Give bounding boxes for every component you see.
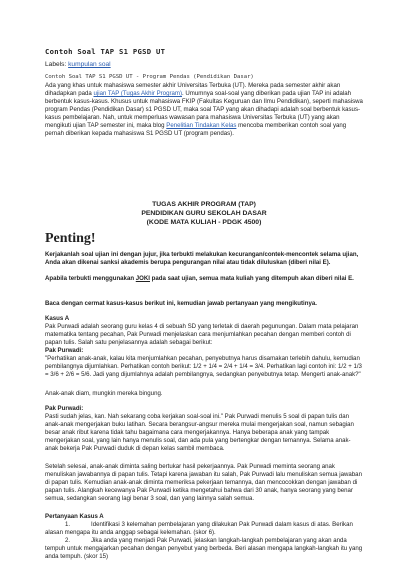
instruction: Baca dengan cermat kasus-kasus berikut ini, kemudian jawab pertanyaan yang mengikutinya. (45, 300, 317, 307)
question-text: Identifikasi 3 kelemahan pembelajaran yang dilakukan Pak Purwadi dalam kasus di atas. Berikan alasan mengapa itu anda anggap sebagai kelemahan. (skor 6). (45, 521, 353, 536)
post-title: Contoh Soal TAP S1 PGSD UT (45, 47, 166, 56)
questions-list (45, 521, 363, 561)
link-penelitian-tindakan-kelas[interactable]: Penelitian Tindakan Kelas (166, 122, 237, 129)
exam-heading-line-3: (KODE MATA KULIAH - PDGK 4500) (146, 219, 262, 226)
pak-purwadi-label-1: Pak Purwadi: (45, 347, 84, 354)
warning-joki (45, 275, 363, 283)
pertanyaan-title: Pertanyaan Kasus A (45, 513, 104, 520)
labels-prefix: Labels: (45, 61, 67, 68)
intro-text-2: . Umumnya soal-soal yang diberikan pada ujian TAP ini adalah berbentuk kasus-kasus. Khusus untuk mahasiswa FKIP (Fakultas Keguruan dan Ilmu Pendidikan), seperti mahasiswa program Pendas (Pendidikan Dasar) s1 PGSD UT, maka soal TAP yang akan dihadapi adalah soal berbentuk kasus-kasus pembelajaran. Nah, untuk memperluas wawasan para mahasiswa Universitas Terbuka (UT) yang akan mengikuti ujian TAP semester ini, maka blog (45, 90, 363, 129)
kasus-a-paragraph-3: Pasti sudah jelas, kan. Nah sekarang coba kerjakan soal-soal ini." Pak Purwadi menulis 5 soal di papan tulis dan anak-anak mengerjakan buku latihan. Secara berangsur-angsur mereka mulai mengerjakan soal, namun sebagian besar anak ribut karena tidak tahu bagaimana cara mengerjakannya. Hanya beberapa anak yang tampak mengerjakan soal, yang lain hanya menulis soal, dan ada pula yang bertengkar dengan temannya. Selama anak-anak bekerja Pak Purwadi duduk di depan kelas sambil membaca. (45, 413, 354, 452)
kasus-a-paragraph-1: Pak Purwadi adalah seorang guru kelas 4 di sebuah SD yang terletak di daerah pegunungan. Dalam mata pelajaran matematika tentang pecahan, Pak Purwadi menjelaskan cara menjumlahkan pecahan dengan memberi contoh di papan tulis. Salah satu penjelasannya adalah sebagai berikut: (45, 323, 359, 346)
exam-heading-line-1: TUGAS AKHIR PROGRAM (TAP) (152, 201, 256, 208)
exam-heading-line-2: PENDIDIKAN GURU SEKOLAH DASAR (141, 210, 267, 217)
intro-text-3: mencoba memberikan contoh soal yang pernah diberikan kepada mahasiswa S1 PGSD UT (program pendas). (45, 122, 347, 137)
kasus-a-paragraph-4: Setelah selesai, anak-anak diminta saling bertukar hasil pekerjaannya. Pak Purwadi meminta seorang anak menuliskan jawabannya di papan tulis. Tetapi karena jawaban itu salah, Pak Purwadi lalu menuliskan semua jawaban di papan tulis. Kemudian anak-anak diminta memeriksa pekerjaan temannya, dan mencocokkan dengan jawaban di papan tulis. Alangkah kecewanya Pak Purwadi ketika mengetahui bahwa dari 30 anak, hanya seorang yang benar semua, sedangkan seorang lagi benar 3 soal, dan yang lainnya salah semua. (45, 463, 362, 502)
warning-joki-text-1: Apabila terbukti menggunakan (45, 275, 136, 282)
question-item (45, 537, 363, 561)
kasus-a-title: Kasus A (45, 315, 70, 322)
link-ujian-tap[interactable]: ujian TAP (Tugas Akhir Program) (93, 90, 182, 97)
kasus-a-paragraph-2: Anak-anak diam, mungkin mereka bingung. (45, 390, 163, 397)
post-subtitle: Contoh Soal TAP S1 PGSD UT - Program Pendas (Pendidikan Dasar) (45, 74, 254, 80)
intro-text-1: Ada yang khas untuk mahasiswa semester akhir Universitas Terbuka (UT). Mereka pada semester akhir akan dihadapkan pada (45, 82, 341, 97)
warning-joki-text-2: pada saat ujian, semua mata kuliah yang ditempuh akan diberi nilai E. (149, 275, 354, 282)
kasus-a-quote: "Perhatikan anak-anak, kalau kita menjumlahkan pecahan, penyebutnya harus disamakan terlebih dahulu, kemudian pembilangnya dijumlahkan. Perhatikan contoh berikut: 1/2 + 1/4 = 2/4 + 1/4 = 3/4. Perhatikan lagi contoh ini: 1/2 + 1/3 = 3/6 + 2/6 = 5/6. Jadi yang dijumlahnya adalah pembilangnya, sedangkan penyebutnya tetap. Mengerti anak-anak?" (45, 355, 362, 378)
question-number: 2. (65, 537, 71, 544)
question-text: Jika anda yang menjadi Pak Purwadi, jelaskan langkah-langkah pembelajaran yang akan anda tempuh untuk mengajarkan pecahan dengan penyebut yang berbeda. Beri alasan mengapa langkah-langkah itu yang anda tempuh. (skor 15) (45, 537, 363, 560)
intro-paragraph (45, 82, 363, 138)
question-number: 1. (65, 521, 71, 528)
warning-joki-word: JOKI (135, 275, 150, 282)
penting-heading: Penting! (45, 231, 96, 246)
warning-cheating: Kerjakanlah soal ujian ini dengan jujur, jika terbukti melakukan kecurangan/contek-mencontek selama ujian, Anda akan dikenai sanksi akademis berupa pengurangan nilai atau tidak diluluskan (diberi nilai E). (45, 251, 359, 266)
labels-row (45, 61, 111, 69)
label-link-kumpulan-soal[interactable]: kumpulan soal (68, 61, 111, 68)
exam-heading (45, 200, 363, 227)
question-item (45, 521, 363, 537)
pak-purwadi-label-2: Pak Purwadi: (45, 405, 84, 412)
